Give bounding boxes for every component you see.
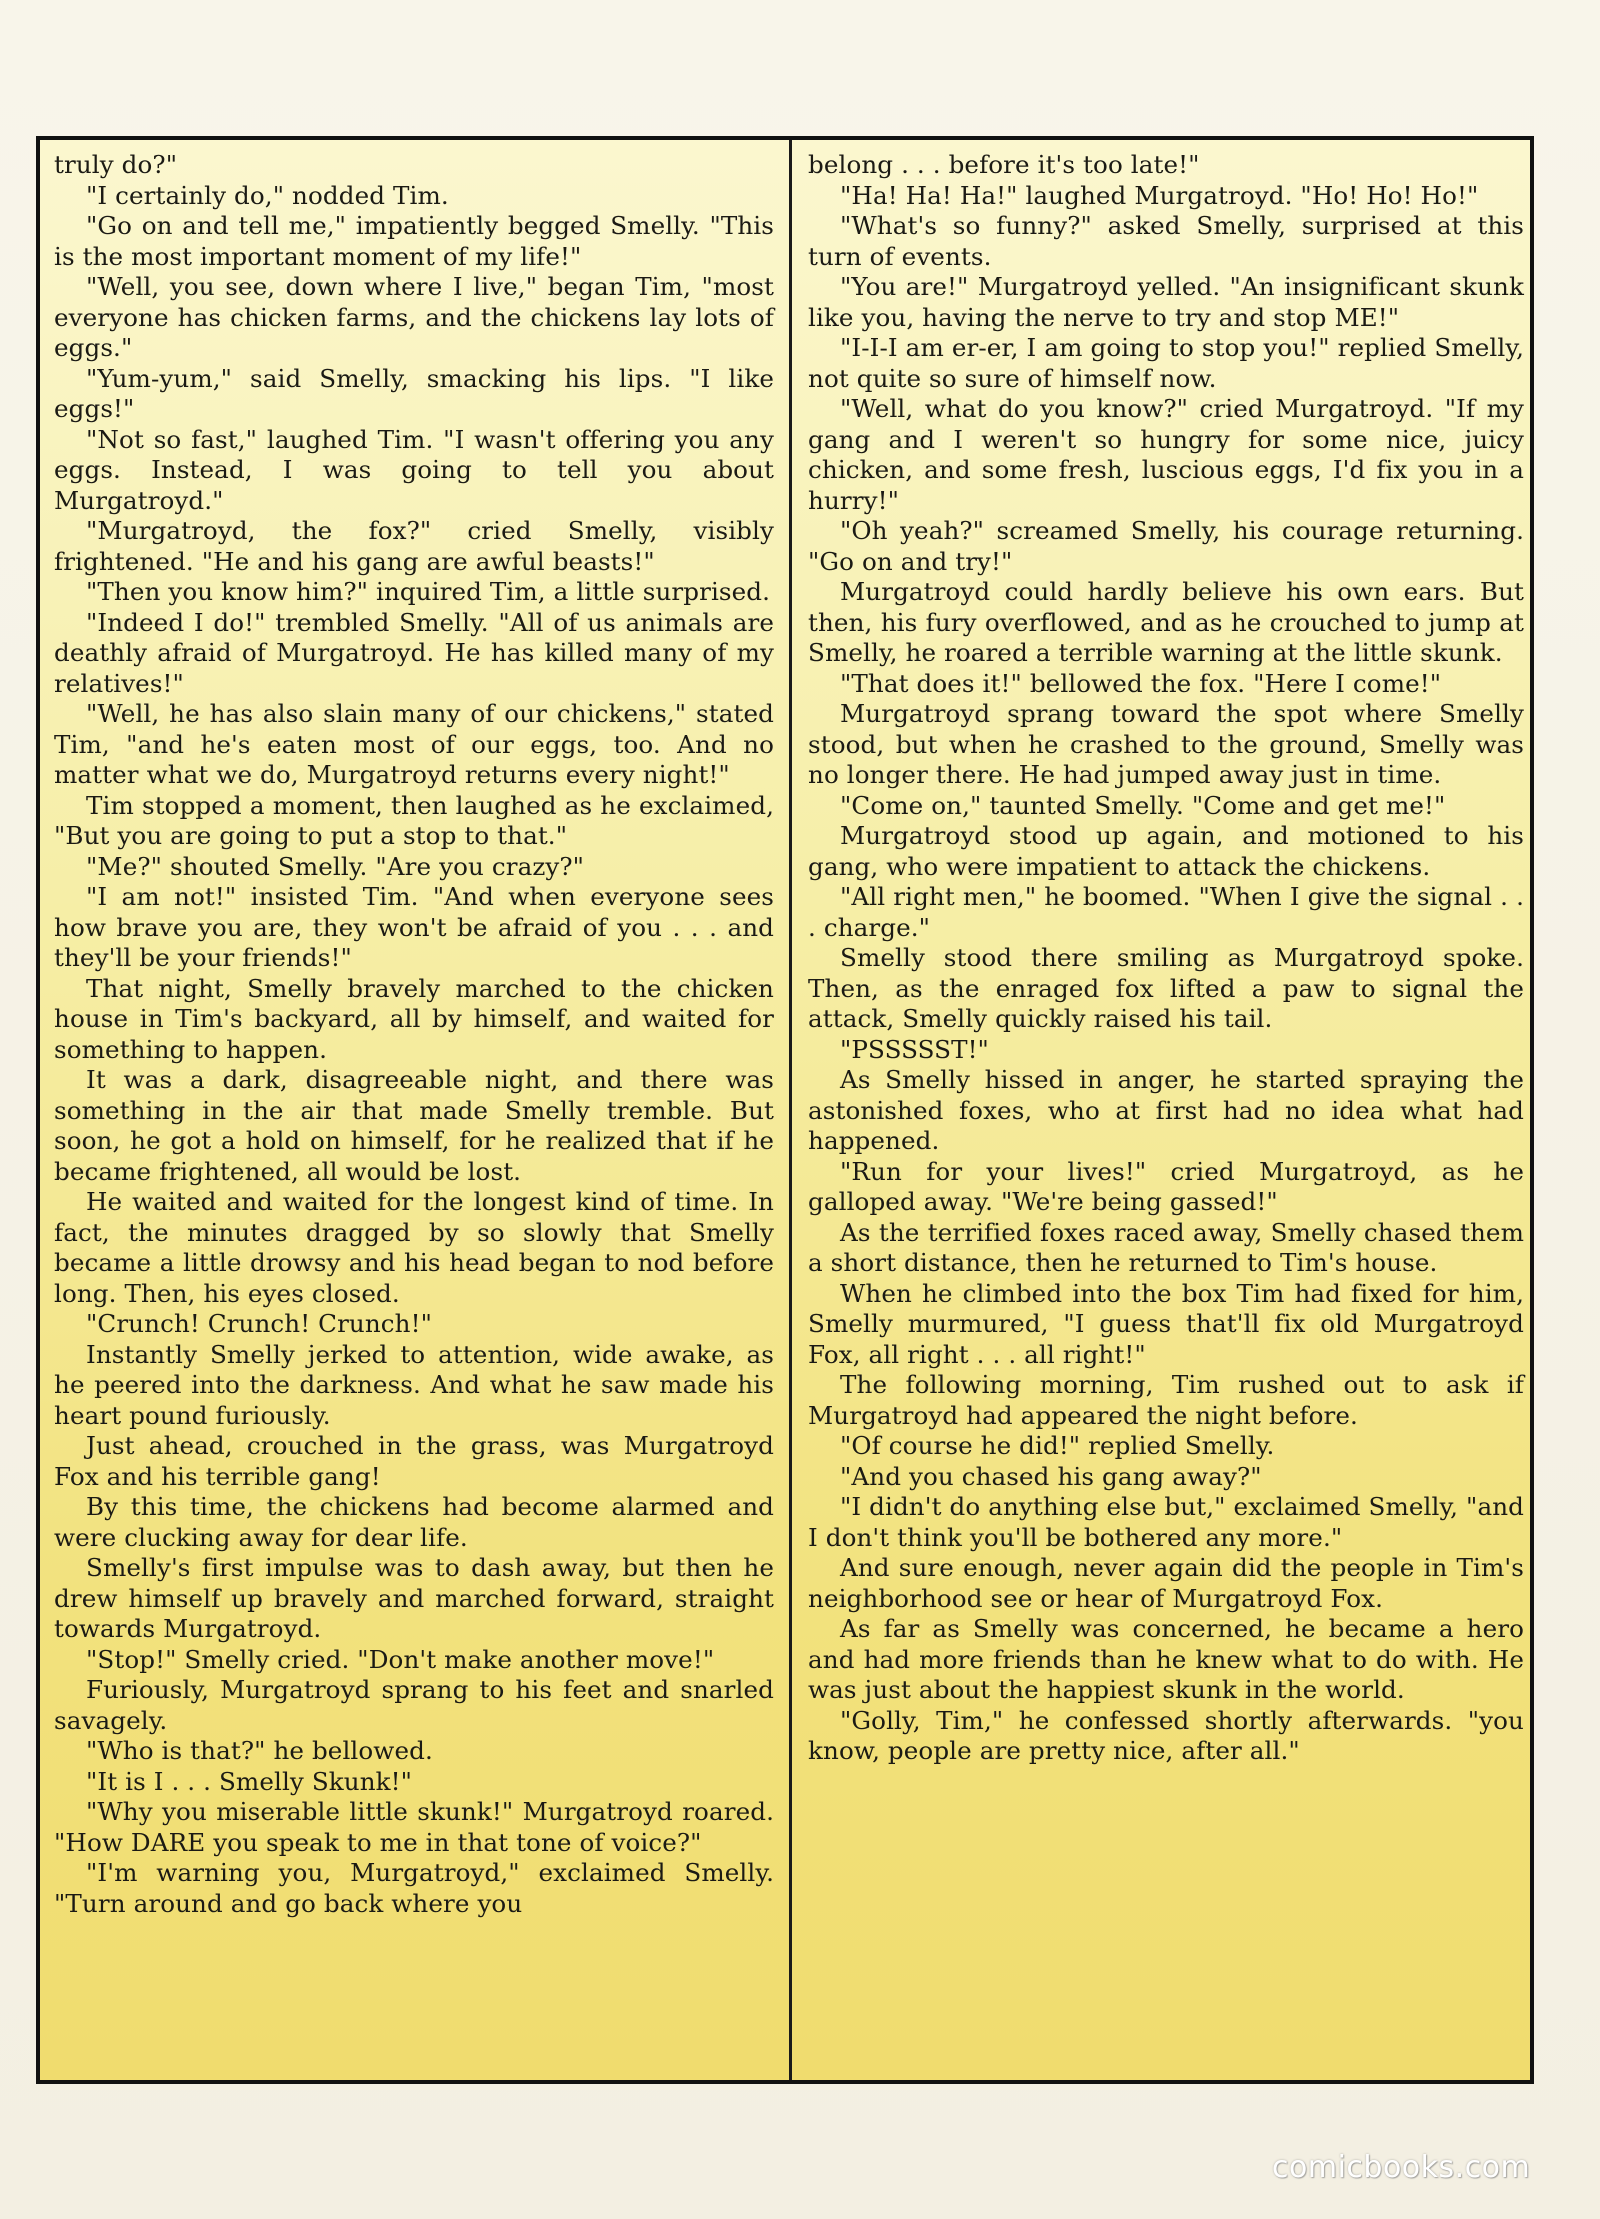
paragraph: "Crunch! Crunch! Crunch!": [86, 1309, 433, 1338]
paragraph: "I am not!" insisted Tim. "And when everyone sees how brave you are, they won't be afraid of you . . . and they'll be your friends!": [54, 882, 774, 972]
paragraph: "That does it!" bellowed the fox. "Here I come!": [840, 668, 1442, 698]
paragraph: "Run for your lives!" cried Murgatroyd, as he galloped away. "We're being gassed!": [808, 1156, 1524, 1216]
right-column: [808, 150, 1524, 1767]
paragraph: "I certainly do," nodded Tim.: [86, 180, 449, 210]
paragraph: "Not so fast," laughed Tim. "I wasn't offering you any eggs. Instead, I was going to tell you about Murgatroyd.": [54, 424, 774, 515]
paragraph: truly do?": [54, 150, 178, 179]
left-column: [54, 150, 774, 1919]
paragraph: "I'm warning you, Murgatroyd," exclaimed Smelly. "Turn around and go back where you: [54, 1858, 774, 1918]
paragraph: Murgatroyd sprang toward the spot where Smelly stood, but when he crashed to the ground, Smelly was no longer there. He had jumped away just in time.: [808, 699, 1524, 789]
paragraph: "Ha! Ha! Ha!" laughed Murgatroyd. "Ho! Ho! Ho!": [840, 180, 1479, 210]
paragraph: It was a dark, disagreeable night, and there was something in the air that made Smelly tremble. But soon, he got a hold on himself, for he realized that if he became frightened, all would be lost.: [54, 1065, 774, 1186]
paragraph: "And you chased his gang away?": [840, 1461, 1262, 1491]
paragraph: "Murgatroyd, the fox?" cried Smelly, visibly frightened. "He and his gang are awful beasts!": [54, 516, 774, 576]
paragraph: As the terrified foxes raced away, Smelly chased them a short distance, then he returned to Tim's house.: [808, 1217, 1524, 1277]
paragraph: "Oh yeah?" screamed Smelly, his courage returning. "Go on and try!": [808, 516, 1524, 576]
paragraph: "Go on and tell me," impatiently begged Smelly. "This is the most important moment of my life!": [54, 211, 774, 271]
paragraph: belong . . . before it's too late!": [808, 150, 1200, 179]
paragraph: "Golly, Tim," he confessed shortly afterwards. "you know, people are pretty nice, after all.": [808, 1705, 1524, 1765]
paragraph: "Indeed I do!" trembled Smelly. "All of us animals are deathly afraid of Murgatroyd. He has killed many of my relatives!": [54, 607, 774, 698]
paragraph: "Come on," taunted Smelly. "Come and get me!": [840, 790, 1446, 820]
site-watermark: comicbooks.com: [1272, 2150, 1531, 2185]
paragraph: Just ahead, crouched in the grass, was Murgatroyd Fox and his terrible gang!: [54, 1431, 774, 1491]
paragraph: "It is I . . . Smelly Skunk!": [86, 1766, 413, 1796]
paragraph: "PSSSSST!": [840, 1034, 989, 1064]
paragraph: As far as Smelly was concerned, he became a hero and had more friends than he knew what to do with. He was just about the happiest skunk in the world.: [808, 1614, 1524, 1704]
paragraph: "You are!" Murgatroyd yelled. "An insignificant skunk like you, having the nerve to try and stop ME!": [808, 272, 1524, 332]
paragraph: "All right men," he boomed. "When I give the signal . . . charge.": [808, 882, 1524, 942]
paragraph: Murgatroyd could hardly believe his own ears. But then, his fury overflowed, and as he crouched to jump at Smelly, he roared a terrible warning at the little skunk.: [808, 577, 1524, 667]
column-divider: [789, 140, 792, 2080]
paragraph: "Me?" shouted Smelly. "Are you crazy?": [86, 851, 585, 881]
paragraph: And sure enough, never again did the people in Tim's neighborhood see or hear of Murgatroyd Fox.: [808, 1553, 1524, 1613]
paragraph: Smelly's first impulse was to dash away, but then he drew himself up bravely and marched forward, straight towards Murgatroyd.: [54, 1553, 774, 1643]
paragraph: As Smelly hissed in anger, he started spraying the astonished foxes, who at first had no idea what had happened.: [808, 1065, 1524, 1155]
paragraph: "Well, what do you know?" cried Murgatroyd. "If my gang and I weren't so hungry for some nice, juicy chicken, and some fresh, luscious eggs, I'd fix you in a hurry!": [808, 394, 1524, 515]
paragraph: "I didn't do anything else but," exclaimed Smelly, "and I don't think you'll be bothered any more.": [808, 1492, 1524, 1552]
paragraph: "Well, you see, down where I live," began Tim, "most everyone has chicken farms, and the chickens lay lots of eggs.": [54, 272, 774, 362]
paragraph: "Who is that?" he bellowed.: [86, 1736, 433, 1765]
paragraph: Instantly Smelly jerked to attention, wide awake, as he peered into the darkness. And what he saw made his heart pound furiously.: [54, 1339, 774, 1430]
paragraph: "Yum-yum," said Smelly, smacking his lips. "I like eggs!": [54, 363, 774, 423]
paragraph: Tim stopped a moment, then laughed as he exclaimed, "But you are going to put a stop to that.": [54, 790, 774, 850]
paragraph: Smelly stood there smiling as Murgatroyd spoke. Then, as the enraged fox lifted a paw to signal the attack, Smelly quickly raised his tail.: [808, 943, 1524, 1033]
paragraph: The following morning, Tim rushed out to ask if Murgatroyd had appeared the night before.: [808, 1370, 1524, 1430]
paragraph: Furiously, Murgatroyd sprang to his feet and snarled savagely.: [54, 1675, 774, 1735]
paragraph: "Why you miserable little skunk!" Murgatroyd roared. "How DARE you speak to me in that tone of voice?": [54, 1797, 774, 1857]
paragraph: "Then you know him?" inquired Tim, a little surprised.: [86, 577, 771, 606]
paragraph: That night, Smelly bravely marched to the chicken house in Tim's backyard, all by himself, and waited for something to happen.: [54, 973, 774, 1064]
paragraph: He waited and waited for the longest kind of time. In fact, the minutes dragged by so slowly that Smelly became a little drowsy and his head began to nod before long. Then, his eyes closed.: [54, 1187, 774, 1308]
paragraph: "Of course he did!" replied Smelly.: [840, 1431, 1275, 1460]
paragraph: Murgatroyd stood up again, and motioned to his gang, who were impatient to attack the chickens.: [808, 821, 1524, 881]
paragraph: "I-I-I am er-er, I am going to stop you!" replied Smelly, not quite so sure of himself now.: [808, 333, 1524, 393]
text-story-panel: [36, 136, 1534, 2084]
paragraph: By this time, the chickens had become alarmed and were clucking away for dear life.: [54, 1492, 774, 1552]
paragraph: When he climbed into the box Tim had fixed for him, Smelly murmured, "I guess that'll fix old Murgatroyd Fox, all right . . . all right!": [808, 1278, 1524, 1369]
paragraph: "What's so funny?" asked Smelly, surprised at this turn of events.: [808, 211, 1524, 271]
paragraph: "Well, he has also slain many of our chickens," stated Tim, "and he's eaten most of our eggs, too. And no matter what we do, Murgatroyd returns every night!": [54, 699, 774, 789]
paragraph: "Stop!" Smelly cried. "Don't make another move!": [86, 1644, 715, 1674]
